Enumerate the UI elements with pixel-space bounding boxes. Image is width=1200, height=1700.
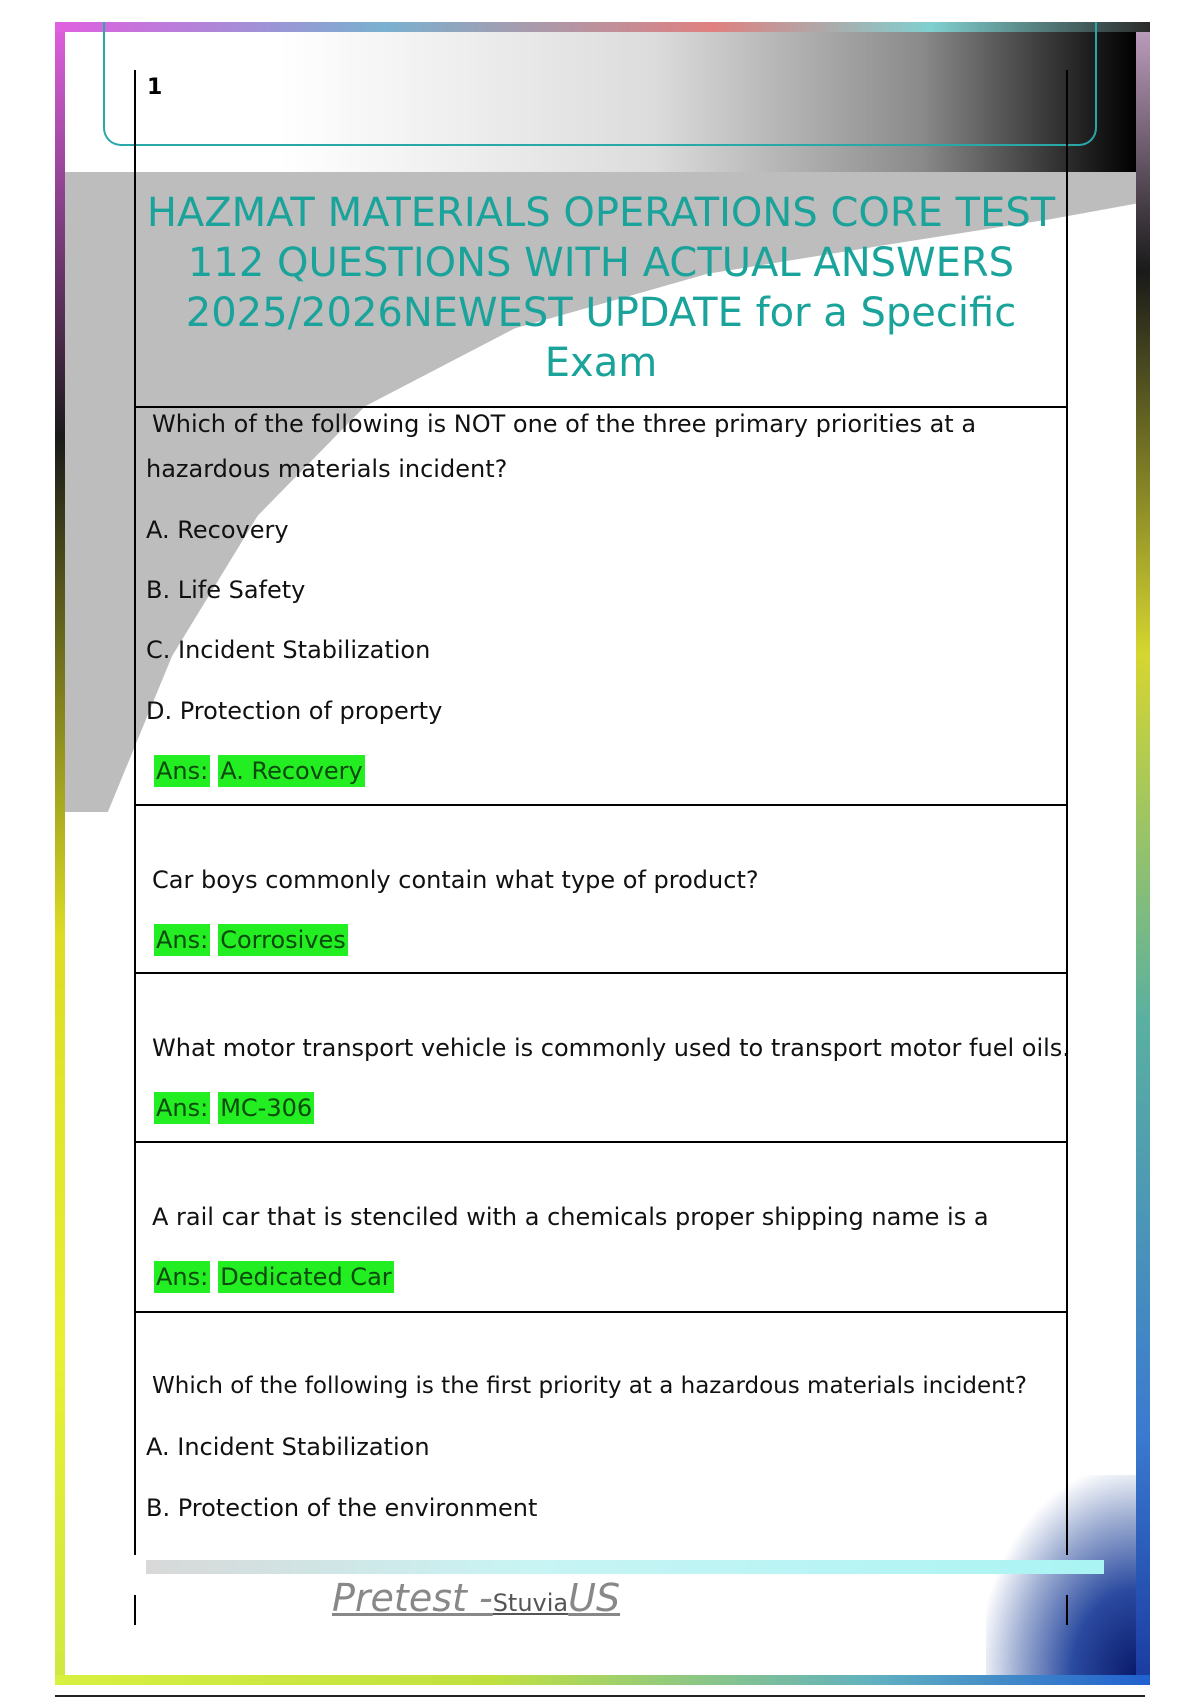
answer-label: Ans: xyxy=(156,926,209,954)
question-text: Which of the following is NOT one of the three primary priorities at a xyxy=(152,410,977,438)
answer-value: MC-306 xyxy=(220,1094,313,1122)
answer-value: Corrosives xyxy=(220,926,346,954)
question-text: hazardous materials incident? xyxy=(146,455,508,483)
answer xyxy=(154,757,365,785)
right-rule xyxy=(1066,70,1068,1555)
answer xyxy=(154,1094,314,1122)
corner-decoration xyxy=(986,1475,1136,1675)
option: A. Incident Stabilization xyxy=(146,1433,430,1461)
divider xyxy=(134,1141,1068,1143)
answer-label: Ans: xyxy=(156,1094,209,1122)
footer xyxy=(332,1576,620,1620)
footer-pretest: Pretest - xyxy=(332,1576,493,1620)
page-number-box xyxy=(103,22,1097,146)
divider xyxy=(134,972,1068,974)
footer-bar xyxy=(146,1560,1104,1574)
answer-value: Dedicated Car xyxy=(220,1263,392,1291)
title-line: 112 QUESTIONS WITH ACTUAL ANSWERS xyxy=(187,240,1015,286)
frame-border-bottom xyxy=(55,1675,1150,1685)
option: C. Incident Stabilization xyxy=(146,636,431,664)
answer xyxy=(154,926,348,954)
divider xyxy=(134,1311,1068,1313)
option: B. Life Safety xyxy=(146,576,306,604)
left-tick xyxy=(134,1595,136,1625)
option: A. Recovery xyxy=(146,516,289,544)
document-title xyxy=(136,188,1066,388)
option: D. Protection of property xyxy=(146,697,443,725)
answer-label: Ans: xyxy=(156,757,209,785)
divider xyxy=(134,804,1068,806)
frame-border-right xyxy=(1136,22,1150,1685)
answer xyxy=(154,1263,394,1291)
footer-stuvia: Stuvia xyxy=(492,1589,569,1617)
bottom-line xyxy=(55,1695,1145,1697)
page-number: 1 xyxy=(147,75,163,100)
question-text: What motor transport vehicle is commonly used to transport motor fuel oils. xyxy=(152,1034,1070,1062)
title-line: HAZMAT MATERIALS OPERATIONS CORE TEST xyxy=(146,190,1056,236)
answer-label: Ans: xyxy=(156,1263,209,1291)
right-tick xyxy=(1066,1595,1068,1625)
question-text: Which of the following is the first priority at a hazardous materials incident? xyxy=(152,1373,1027,1399)
option: B. Protection of the environment xyxy=(146,1494,538,1522)
title-line: 2025/2026NEWEST UPDATE for a Specific Exam xyxy=(185,290,1017,386)
divider xyxy=(134,406,1068,408)
answer-value: A. Recovery xyxy=(220,757,363,785)
footer-us: US xyxy=(568,1576,621,1620)
question-text: Car boys commonly contain what type of product? xyxy=(152,866,759,894)
question-text: A rail car that is stenciled with a chemicals proper shipping name is a xyxy=(152,1203,989,1231)
